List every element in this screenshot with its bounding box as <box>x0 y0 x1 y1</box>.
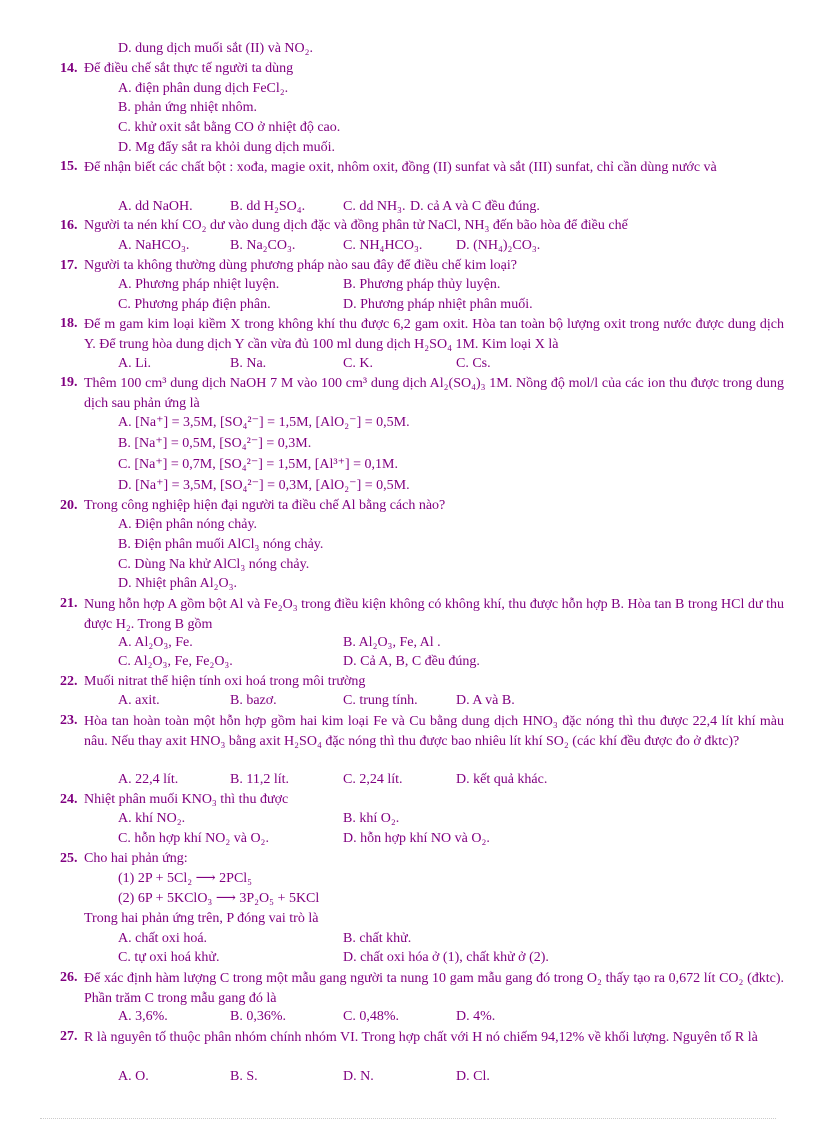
q25-number: 25. <box>60 851 78 866</box>
q21-option-d: D. Cả A, B, C đều đúng. <box>343 654 480 669</box>
q23-text: Hòa tan hoàn toàn một hỗn hợp gồm hai kim loại Fe và Cu bằng dung dịch HNO₃ đặc nóng thì thu được 22,4 lít khí màu nâu. Nếu thay axit HNO₃ bằng axit H₂SO₄ đặc nóng thì thu được bao nhiêu lít khí SO₂ (các khí đều được đo ở đktc)? <box>84 714 784 749</box>
q21-option-b: B. Al₂O₃, Fe, Al . <box>343 635 441 650</box>
q22-text: Muối nitrat thể hiện tính oxi hoá trong môi trường <box>84 674 366 689</box>
q24-option-c: C. hỗn hợp khí NO₂ và O₂. <box>118 831 269 846</box>
q27-option-d: D. Cl. <box>456 1069 490 1084</box>
q27-option-a: A. O. <box>118 1069 149 1084</box>
q21-text: Nung hỗn hợp A gồm bột Al và Fe₂O₃ trong điều kiện không có không khí, thu được hỗn hợp B. Hòa tan B trong HCl dư thu được H₂. Trong B gồm <box>84 597 784 632</box>
q25-option-d: D. chất oxi hóa ở (1), chất khử ở (2). <box>343 950 549 965</box>
q19-text: Thêm 100 cm³ dung dịch NaOH 7 M vào 100 cm³ dung dịch Al₂(SO₄)₃ 1M. Nồng độ mol/l của các ion thu được trong dung dịch sau phản ứng là <box>84 376 784 411</box>
q24-option-a: A. khí NO₂. <box>118 811 186 826</box>
q15-option-a: A. dd NaOH. <box>118 199 193 214</box>
q20-number: 20. <box>60 498 78 513</box>
q14-option-b: B. phản ứng nhiệt nhôm. <box>118 100 258 115</box>
page-bottom-divider <box>40 1118 776 1119</box>
q22-option-a: A. axit. <box>118 693 160 708</box>
q27-option-b: B. S. <box>230 1069 258 1084</box>
q18-option-b: B. Na. <box>230 356 267 371</box>
q19-option-b: B. [Na⁺] = 0,5M, [SO₄²⁻] = 0,3M. <box>118 436 312 451</box>
q16-option-a: A. NaHCO₃. <box>118 238 190 253</box>
q14-text: Để điều chế sắt thực tế người ta dùng <box>84 61 294 76</box>
q21-option-a: A. Al₂O₃, Fe. <box>118 635 193 650</box>
q25-option-c: C. tự oxi hoá khử. <box>118 950 220 965</box>
q19-option-a: A. [Na⁺] = 3,5M, [SO₄²⁻] = 1,5M, [AlO₂⁻] = 0,5M. <box>118 415 410 430</box>
q16-option-b: B. Na₂CO₃. <box>230 238 296 253</box>
q17-option-a: A. Phương pháp nhiệt luyện. <box>118 277 280 292</box>
q20-option-b: B. Điện phân muối AlCl₃ nóng chảy. <box>118 537 324 552</box>
q17-option-c: C. Phương pháp điện phân. <box>118 297 271 312</box>
q18-text: Để m gam kim loại kiềm X trong không khí thu được 6,2 gam oxit. Hòa tan toàn bộ lượng oxit trong nước được dung dịch Y. Để trung hòa dung dịch Y cần vừa đủ 100 ml dung dịch H₂SO₄ 1M. Kim loại X là <box>84 317 784 352</box>
q20-text: Trong công nghiệp hiện đại người ta điều chế Al bằng cách nào? <box>84 498 446 513</box>
q23-number: 23. <box>60 713 78 728</box>
q26-number: 26. <box>60 970 78 985</box>
q22-option-b: B. bazơ. <box>230 693 277 708</box>
q23-option-b: B. 11,2 lít. <box>230 772 289 787</box>
q26-option-b: B. 0,36%. <box>230 1009 286 1024</box>
q17-number: 17. <box>60 258 78 273</box>
q14-option-d: D. Mg đẩy sắt ra khỏi dung dịch muối. <box>118 140 335 155</box>
q17-text: Người ta không thường dùng phương pháp nào sau đây để điều chế kim loại? <box>84 258 518 273</box>
q25-option-b: B. chất khử. <box>343 931 412 946</box>
q24-option-d: D. hỗn hợp khí NO và O₂. <box>343 831 490 846</box>
q19-option-c: C. [Na⁺] = 0,7M, [SO₄²⁻] = 1,5M, [Al³⁺] = 0,1M. <box>118 457 399 472</box>
q16-option-c: C. NH₄HCO₃. <box>343 238 423 253</box>
q25-reaction-2: (2) 6P + 5KClO₃ ⟶ 3P₂O₅ + 5KCl <box>118 891 320 906</box>
q26-option-c: C. 0,48%. <box>343 1009 399 1024</box>
q20-option-a: A. Điện phân nóng chảy. <box>118 517 258 532</box>
q27-option-c: D. N. <box>343 1069 374 1084</box>
q19-option-d: D. [Na⁺] = 3,5M, [SO₄²⁻] = 0,3M, [AlO₂⁻] = 0,5M. <box>118 478 410 493</box>
q17-option-b: B. Phương pháp thủy luyện. <box>343 277 501 292</box>
q24-number: 24. <box>60 792 78 807</box>
q22-option-d: D. A và B. <box>456 693 515 708</box>
q22-number: 22. <box>60 674 78 689</box>
q16-option-d: D. (NH₄)₂CO₃. <box>456 238 541 253</box>
q15-number: 15. <box>60 159 78 174</box>
q25-text-2: Trong hai phản ứng trên, P đóng vai trò là <box>84 911 319 926</box>
q18-option-c: C. K. <box>343 356 373 371</box>
q25-reaction-1: (1) 2P + 5Cl₂ ⟶ 2PCl₅ <box>118 871 253 886</box>
q23-option-c: C. 2,24 lít. <box>343 772 403 787</box>
q14-number: 14. <box>60 61 78 76</box>
q14-option-c: C. khử oxit sắt bằng CO ở nhiệt độ cao. <box>118 120 341 135</box>
q14-option-a: A. điện phân dung dịch FeCl₂. <box>118 81 289 96</box>
q21-number: 21. <box>60 596 78 611</box>
q25-text: Cho hai phản ứng: <box>84 851 188 866</box>
q24-text: Nhiệt phân muối KNO₃ thì thu được <box>84 792 289 807</box>
q15-option-b: B. dd H₂SO₄. <box>230 199 306 214</box>
q25-option-a: A. chất oxi hoá. <box>118 931 208 946</box>
q16-number: 16. <box>60 218 78 233</box>
q15-text: Để nhận biết các chất bột : xođa, magie oxit, nhôm oxit, đồng (II) sunfat và sắt (III) sunfat, chỉ cần dùng nước và <box>84 160 717 175</box>
q15-option-c: C. dd NH₃. <box>343 199 406 214</box>
q21-option-c: C. Al₂O₃, Fe, Fe₂O₃. <box>118 654 233 669</box>
q23-option-d: D. kết quả khác. <box>456 772 548 787</box>
q13-option-d: D. dung dịch muối sắt (II) và NO₂. <box>118 41 314 56</box>
q26-option-a: A. 3,6%. <box>118 1009 168 1024</box>
q20-option-d: D. Nhiệt phân Al₂O₃. <box>118 576 238 591</box>
q27-number: 27. <box>60 1029 78 1044</box>
q15-option-d: D. cả A và C đều đúng. <box>410 199 540 214</box>
q23-option-a: A. 22,4 lít. <box>118 772 179 787</box>
q27-text: R là nguyên tố thuộc phân nhóm chính nhóm VI. Trong hợp chất với H nó chiếm 94,12% về khối lượng. Nguyên tố R là <box>84 1030 758 1045</box>
q17-option-d: D. Phương pháp nhiệt phân muối. <box>343 297 533 312</box>
q20-option-c: C. Dùng Na khử AlCl₃ nóng chảy. <box>118 557 310 572</box>
q18-option-d: C. Cs. <box>456 356 491 371</box>
q26-option-d: D. 4%. <box>456 1009 496 1024</box>
q18-option-a: A. Li. <box>118 356 152 371</box>
q26-text: Để xác định hàm lượng C trong một mẫu gang người ta nung 10 gam mẫu gang đó trong O₂ thấy tạo ra 0,672 lít CO₂ (đktc). Phần trăm C trong mẫu gang đó là <box>84 971 784 1006</box>
q19-number: 19. <box>60 375 78 390</box>
q24-option-b: B. khí O₂. <box>343 811 400 826</box>
q16-text: Người ta nén khí CO₂ dư vào dung dịch đặc và đồng phân tử NaCl, NH₃ đến bão hòa để điều chế <box>84 218 628 233</box>
q22-option-c: C. trung tính. <box>343 693 418 708</box>
q18-number: 18. <box>60 316 78 331</box>
